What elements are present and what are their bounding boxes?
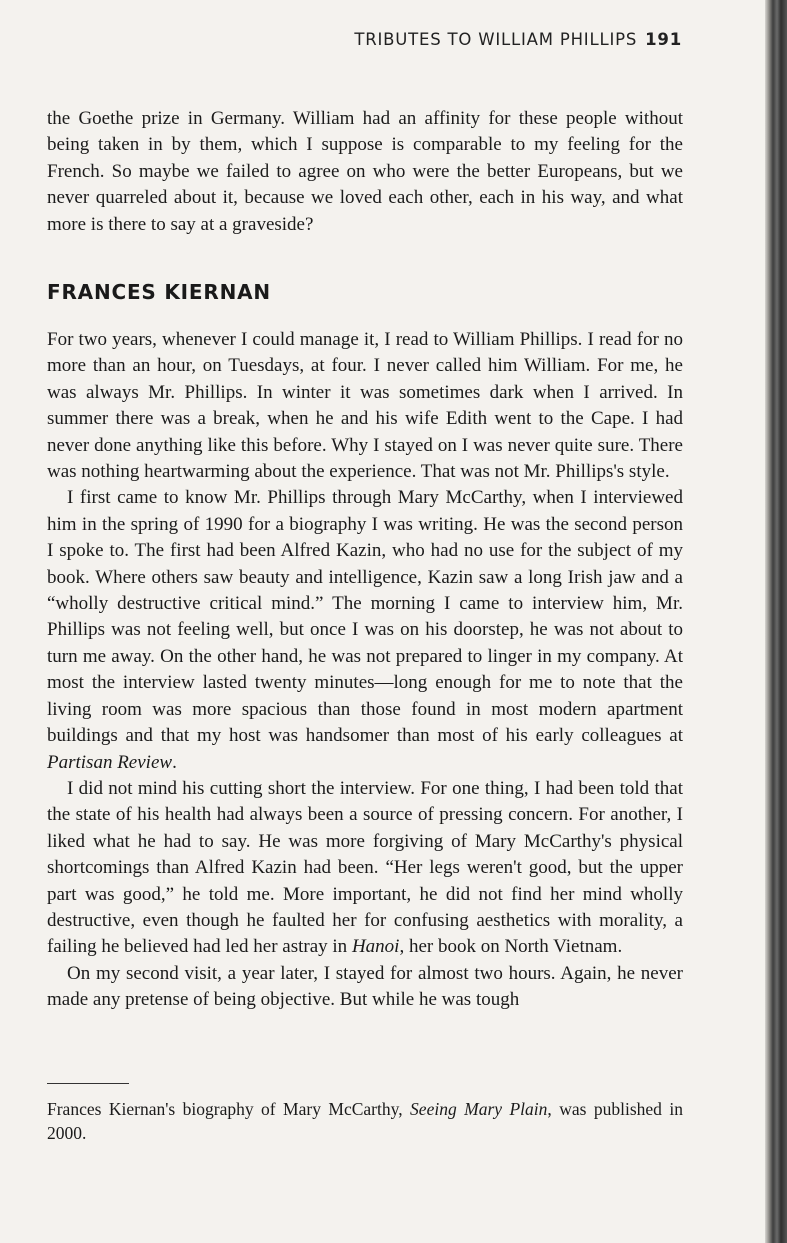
book-page-edge	[765, 0, 787, 1243]
book-title-hanoi: Hanoi	[351, 936, 400, 958]
page-number: 191	[645, 30, 682, 49]
footnote-divider	[47, 1083, 129, 1084]
body-paragraph-4: On my second visit, a year later, I stayed for almost two hours. Again, he never made any pretense of being objective. But while he was tough	[47, 962, 683, 1011]
running-header	[0, 30, 682, 49]
continued-paragraph-block	[47, 106, 683, 238]
body-paragraph-2-text: I first came to know Mr. Phillips through Mary McCarthy, when I interviewed him in the spring of 1990 for a biography I was writing. He was the second person I spoke to. The first had been Alfred Kazin, who had no use for the subject of my book. Where others saw beauty and intelligence, Kazin saw a long Irish jaw and a “wholly destructive critical mind.” The morning I came to interview him, Mr. Phillips was not feeling well, but once I was on his doorstep, he was not about to turn me away. On the other hand, he was not prepared to linger in my company. At most the interview lasted twenty minutes—long enough for me to note that the living room was more spacious than those found in most modern apartment buildings and that my host was handsomer than most of his early colleagues at	[47, 487, 683, 747]
body-paragraph-3-text: I did not mind his cutting short the interview. For one thing, I had been told that the state of his health had always been a source of pressing concern. For another, I liked what he had to say. He was more forgiving of Mary McCarthy's physical shortcomings than Alfred Kazin had been. “Her legs weren't good, but the upper part was good,” he told me. More important, he did not find her mind wholly destructive, even though he faulted her for confusing aesthetics with morality, a failing he believed had led her astray in	[47, 777, 683, 958]
running-title: TRIBUTES TO WILLIAM PHILLIPS	[354, 30, 638, 49]
footnote-text: Frances Kiernan's biography of Mary McCarthy,	[47, 1099, 411, 1119]
footnote	[47, 1097, 683, 1145]
section-heading: FRANCES KIERNAN	[47, 280, 271, 304]
section-body	[47, 327, 683, 1014]
body-paragraph-2	[47, 485, 683, 775]
body-paragraph-2-end: .	[172, 751, 177, 773]
body-paragraph-1: For two years, whenever I could manage it, I read to William Phillips. I read for no more than an hour, on Tuesdays, at four. I never called him William. For me, he was always Mr. Phillips. In winter it was sometimes dark when I arrived. In summer there was a break, when he and his wife Edith went to the Cape. I had never done anything like this before. Why I stayed on I was never quite sure. There was nothing heartwarming about the experience. That was not Mr. Phillips's style.	[47, 329, 683, 483]
body-paragraph-3	[47, 776, 683, 961]
body-paragraph-3-end: , her book on North Vietnam.	[399, 936, 623, 958]
continued-paragraph: the Goethe prize in Germany. William had an affinity for these people without being taken in by them, which I suppose is comparable to my feeling for the French. So maybe we failed to agree on who were the better Europeans, but we never quarreled about it, because we loved each other, each in his way, and what more is there to say at a graveside?	[47, 108, 683, 235]
footnote-book-title: Seeing Mary Plain	[410, 1099, 548, 1119]
footnote-end: , was published in 2000.	[47, 1099, 683, 1143]
publication-title-partisan-review: Partisan Review	[47, 751, 173, 773]
